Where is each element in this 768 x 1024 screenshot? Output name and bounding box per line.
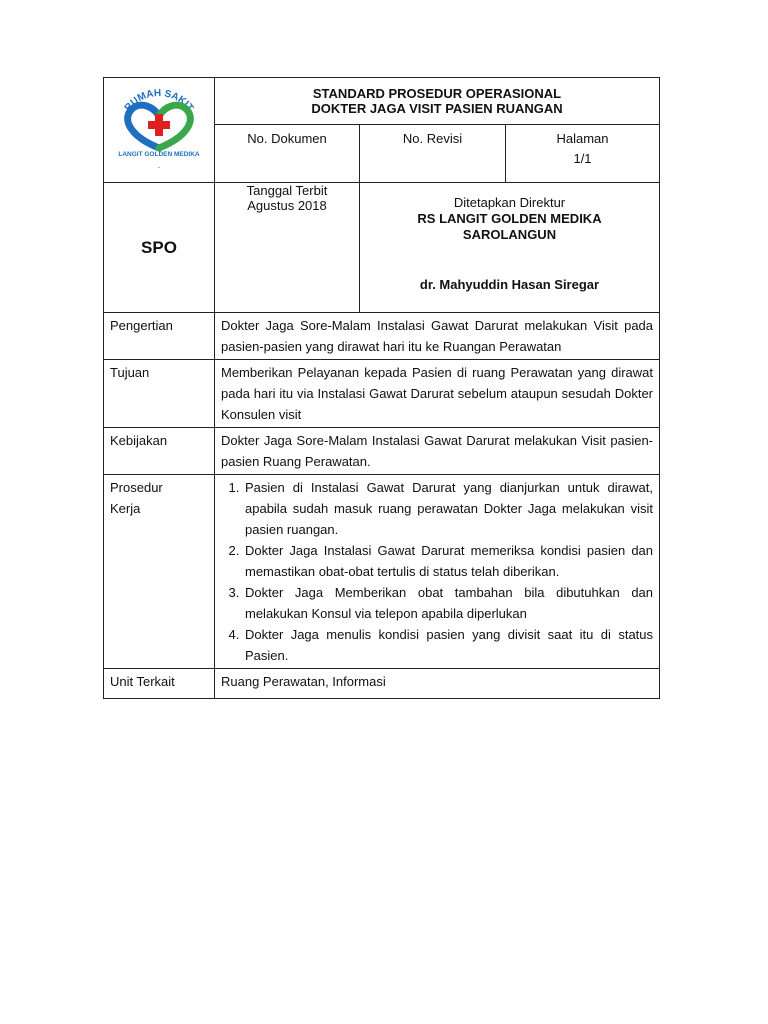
pengertian-text: Dokter Jaga Sore-Malam Instalasi Gawat Darurat melakukan Visit pada pasien-pasien yang dirawat hari itu ke Ruangan Perawatan: [215, 313, 660, 360]
no-revisi-cell: No. Revisi: [360, 125, 506, 183]
svg-text:.: .: [157, 161, 161, 170]
hospital-logo: [109, 78, 209, 170]
tujuan-label: Tujuan: [104, 360, 215, 428]
unit-terkait-label: Unit Terkait: [104, 669, 215, 699]
svg-text:RUMAH SAKIT: RUMAH SAKIT: [122, 88, 196, 114]
no-dokumen-cell: No. Dokumen: [215, 125, 360, 183]
logo-bottom-text: LANGIT GOLDEN MEDIKA: [118, 151, 200, 158]
pengertian-label: Pengertian: [104, 313, 215, 360]
list-item: 4. Dokter Jaga menulis kondisi pasien yang divisit saat itu di status Pasien.: [243, 624, 653, 666]
kebijakan-text: Dokter Jaga Sore-Malam Instalasi Gawat Darurat melakukan Visit pasien-pasien Ruang Perawatan.: [215, 428, 660, 475]
halaman-cell: Halaman 1/1: [506, 125, 660, 183]
kebijakan-label: Kebijakan: [104, 428, 215, 475]
document-title: STANDARD PROSEDUR OPERASIONAL DOKTER JAGA VISIT PASIEN RUANGAN: [215, 78, 660, 125]
spo-table: [103, 77, 660, 699]
list-item: 3. Dokter Jaga Memberikan obat tambahan bila dibutuhkan dan melakukan Konsul via telepon apabila diperlukan: [243, 582, 653, 624]
unit-terkait-text: Ruang Perawatan, Informasi: [215, 669, 660, 699]
prosedur-label: Prosedur Kerja: [104, 475, 215, 669]
ditetapkan-cell: Ditetapkan Direktur RS LANGIT GOLDEN MEDIKA SAROLANGUN dr. Mahyuddin Hasan Siregar: [360, 183, 660, 313]
logo-cell: [104, 78, 215, 183]
list-item: 1. Pasien di Instalasi Gawat Darurat yang dianjurkan untuk dirawat, apabila sudah masuk ruang perawatan Dokter Jaga melakukan visit pasien ruangan.: [243, 477, 653, 540]
spo-label: SPO: [104, 183, 215, 313]
prosedur-steps: [215, 475, 660, 669]
director-name: dr. Mahyuddin Hasan Siregar: [419, 277, 600, 292]
list-item: 2. Dokter Jaga Instalasi Gawat Darurat memeriksa kondisi pasien dan memastikan obat-obat tertulis di status telah diberikan.: [243, 540, 653, 582]
spo-document: [103, 77, 659, 699]
tujuan-text: Memberikan Pelayanan kepada Pasien di ruang Perawatan yang dirawat pada hari itu via Instalasi Gawat Darurat sebelum ataupun sesudah Dokter Konsulen visit: [215, 360, 660, 428]
tanggal-terbit-cell: Tanggal Terbit Agustus 2018: [215, 183, 360, 313]
prosedur-list: [221, 477, 653, 666]
